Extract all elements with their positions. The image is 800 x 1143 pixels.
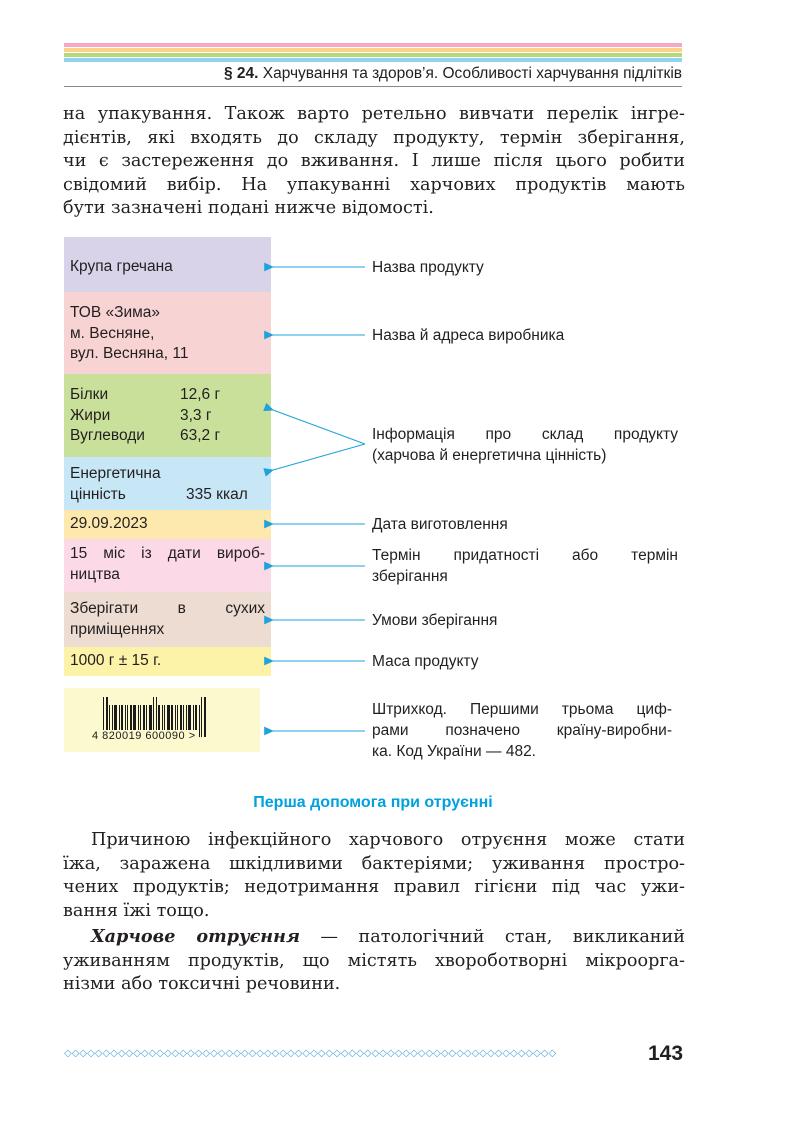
defined-term: Харчове отруєння bbox=[91, 926, 300, 947]
barcode-desc-line: Штрихкод. Першими трьома циф- bbox=[372, 701, 672, 718]
storage-line: приміщеннях bbox=[70, 620, 165, 638]
barcode-number: 4 820019 600090 > bbox=[92, 730, 196, 742]
mass-text: 1000 г ± 15 г. bbox=[70, 652, 162, 669]
text-line bbox=[63, 925, 685, 950]
nutrient-value: 3,3 г bbox=[180, 406, 212, 424]
nutrient-name: Жири bbox=[70, 406, 111, 424]
energy-value: 335 ккал bbox=[186, 485, 248, 503]
desc-term bbox=[372, 545, 678, 587]
maker-line: вул. Весняна, 11 bbox=[70, 345, 189, 362]
text-line: уживанням продуктів, що містять хвороботворні мікроорга- bbox=[63, 950, 685, 971]
arrow-energy bbox=[273, 444, 365, 470]
text-line: вання їжі тощо. bbox=[63, 900, 210, 921]
paragraph-definition bbox=[63, 925, 685, 997]
production-date: 29.09.2023 bbox=[70, 515, 148, 532]
nutrient-value: 63,2 г bbox=[180, 427, 221, 444]
text-line: нізми або токсичні речовини. bbox=[63, 974, 341, 995]
text-line: чи є застереження до вживання. І лише після цього робити bbox=[63, 151, 685, 172]
term-desc-line: Термін придатності або термін bbox=[372, 547, 678, 564]
definition-text: — патологічний стан, викликаний bbox=[299, 927, 685, 947]
term-desc-line: зберігання bbox=[372, 568, 448, 585]
desc-mass: Маса продукту bbox=[372, 653, 479, 670]
arrow-nutrients bbox=[273, 410, 365, 444]
section-number: § 24. bbox=[223, 65, 259, 82]
section-heading: Перша допомога при отруєнні bbox=[253, 794, 493, 811]
term-line: ництва bbox=[70, 565, 120, 583]
section-title-header: Харчування та здоров’я. Особливості харчування підлітків bbox=[262, 65, 682, 82]
product-name-text: Крупа гречана bbox=[70, 258, 173, 275]
text-line: на упакування. Також варто ретельно вивчати перелік інгре- bbox=[63, 104, 685, 124]
nutrient-name: Білки bbox=[70, 386, 109, 403]
composition-line: (харчова й енергетична цінність) bbox=[372, 447, 607, 464]
text-line: чених продуктів; недотримання правил гігієни під час ужи- bbox=[63, 877, 685, 898]
nutrient-name: Вуглеводи bbox=[70, 427, 145, 444]
nutrient-value: 12,6 г bbox=[180, 386, 221, 403]
desc-maker: Назва й адреса виробника bbox=[372, 327, 565, 344]
text-line: дієнтів, які входять до складу продукту, термін зберігання, bbox=[63, 127, 685, 148]
desc-barcode bbox=[372, 699, 672, 762]
text-line: бути зазначені подані нижче відомості. bbox=[63, 198, 434, 219]
text-line: свідомий вибір. На упакуванні харчових продуктів мають bbox=[63, 174, 685, 195]
energy-name: цінність bbox=[70, 485, 126, 503]
page-number: 143 bbox=[648, 1042, 684, 1065]
text-line: їжа, заражена шкідливими бактеріями; уживання простро- bbox=[63, 853, 685, 874]
desc-composition bbox=[372, 424, 678, 466]
barcode-desc-line: рами позначено країну-виробни- bbox=[372, 722, 672, 739]
maker-line: м. Весняне, bbox=[70, 324, 155, 342]
text-line: Причиною інфекційного харчового отруєння може стати bbox=[91, 830, 685, 850]
desc-name: Назва продукту bbox=[372, 259, 484, 276]
footer-ornament: ◇◇◇◇◇◇◇◇◇◇◇◇◇◇◇◇◇◇◇◇◇◇◇◇◇◇◇◇◇◇◇◇◇◇◇◇◇◇◇◇◇◇◇◇◇◇◇◇◇◇◇◇◇◇◇◇◇◇◇◇◇◇◇◇ bbox=[64, 1048, 557, 1059]
composition-line: Інформація про склад продукту bbox=[372, 426, 678, 443]
paragraph-causes bbox=[63, 829, 685, 923]
desc-date: Дата виготовлення bbox=[372, 516, 508, 533]
desc-storage: Умови зберігання bbox=[372, 612, 498, 629]
storage-line: Зберігати в сухих bbox=[70, 600, 265, 617]
maker-line: ТОВ «Зима» bbox=[70, 304, 161, 321]
barcode-desc-line: ка. Код України — 482. bbox=[372, 743, 536, 760]
energy-line1: Енергетична bbox=[70, 465, 161, 482]
term-line: 15 міс із дати вироб- bbox=[70, 545, 265, 562]
